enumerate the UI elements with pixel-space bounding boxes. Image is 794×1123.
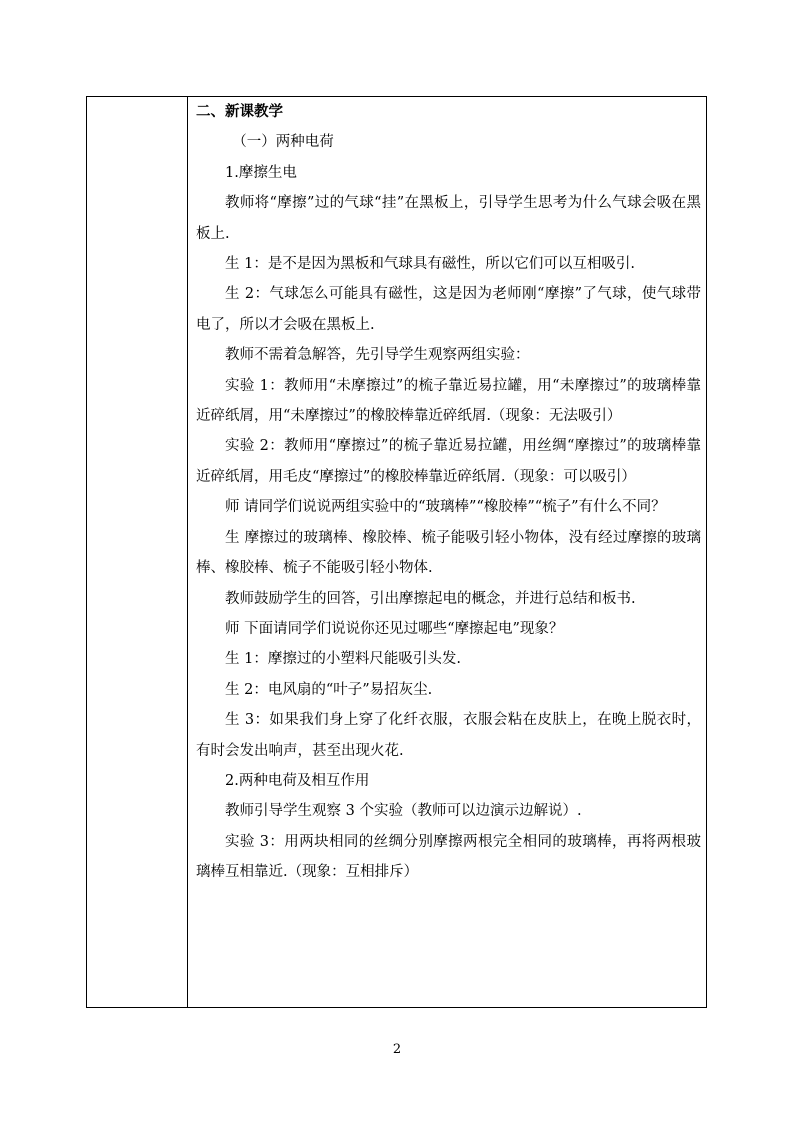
page-number: 2 xyxy=(392,1042,402,1057)
paragraph: 教师鼓励学生的回答，引出摩擦起电的概念，并进行总结和板书. xyxy=(225,590,636,607)
table-left-column xyxy=(87,97,188,1007)
paragraph: 生 摩擦过的玻璃棒、橡胶棒、梳子能吸引轻小物体，没有经过摩擦的玻璃棒、橡胶棒、梳子不能吸引轻小物体. xyxy=(196,529,701,577)
paragraph: 生 2：电风扇的“叶子”易招灰尘. xyxy=(225,681,433,698)
paragraph: 1.摩擦生电 xyxy=(225,164,297,181)
subsection-heading: （一）两种电荷 xyxy=(232,134,334,151)
section-heading: 二、新课教学 xyxy=(196,103,283,120)
paragraph: 生 3：如果我们身上穿了化纤衣服，衣服会粘在皮肤上，在晚上脱衣时，有时会发出响声，甚至出现火花. xyxy=(196,712,701,759)
paragraph: 实验 1：教师用“未摩擦过”的梳子靠近易拉罐，用“未摩擦过”的玻璃棒靠近碎纸屑，用“未摩擦过”的橡胶棒靠近碎纸屑.（现象：无法吸引） xyxy=(196,377,701,425)
paragraph: 实验 3：用两块相同的丝绸分别摩擦两根完全相同的玻璃棒，再将两根玻璃棒互相靠近.（现象：互相排斥） xyxy=(196,833,701,881)
paragraph: 生 1：是不是因为黑板和气球具有磁性，所以它们可以互相吸引. xyxy=(225,256,635,273)
paragraph: 生 1：摩擦过的小塑料尺能吸引头发. xyxy=(225,651,461,668)
paragraph: 教师引导学生观察 3 个实验（教师可以边演示边解说）. xyxy=(225,803,582,820)
paragraph: 师 下面请同学们说说你还见过哪些“摩擦起电”现象？ xyxy=(225,620,564,637)
paragraph: 实验 2：教师用“摩擦过”的梳子靠近易拉罐，用丝绸“摩擦过”的玻璃棒靠近碎纸屑，用毛皮“摩擦过”的橡胶棒靠近碎纸屑.（现象：可以吸引） xyxy=(196,438,701,485)
paragraph: 教师将“摩擦”过的气球“挂”在黑板上，引导学生思考为什么气球会吸在黑板上. xyxy=(196,195,701,242)
paragraph: 师 请同学们说说两组实验中的“玻璃棒”“橡胶棒”“梳子”有什么不同？ xyxy=(225,499,666,516)
paragraph: 教师不需着急解答，先引导学生观察两组实验： xyxy=(225,347,530,364)
lesson-content xyxy=(196,97,701,888)
paragraph: 生 2：气球怎么可能具有磁性，这是因为老师刚“摩擦”了气球，使气球带电了，所以才会吸在黑板上. xyxy=(196,286,701,333)
paragraph: 2.两种电荷及相互作用 xyxy=(225,772,370,789)
lesson-table xyxy=(86,96,707,1008)
